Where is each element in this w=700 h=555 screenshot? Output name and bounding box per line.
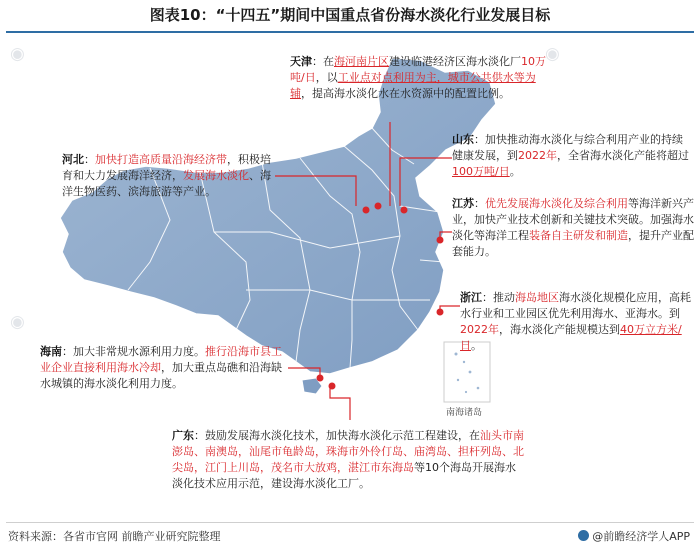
marker-hebei (363, 207, 370, 214)
marker-jiangsu (437, 237, 444, 244)
annotation-highlight: 汕头市南澎岛、南澳岛，汕尾市龟龄岛，珠海市外伶仃岛、庙湾岛、担杆列岛、北尖岛，江门上川岛，茂名市大放鸡，湛江市东海岛 (172, 429, 524, 474)
source-note: 资料来源：各省市官网 前瞻产业研究院整理 (8, 530, 221, 543)
chart-title: 图表10：“十四五”期间中国重点省份海水淡化行业发展目标 (149, 6, 551, 24)
annotation-text: ：在 (312, 55, 334, 68)
marker-tianjin (375, 203, 382, 210)
marker-shandong (401, 207, 408, 214)
south-sea-islands (455, 353, 480, 394)
annotation-text: ：推动 (482, 291, 515, 304)
annotation-shandong (452, 132, 690, 180)
annotation-text: ，提高海水淡化水在水资源中的配置比例。 (301, 87, 510, 100)
annotation-highlight: 装备自主研发和制造 (529, 229, 628, 242)
annotation-text: ： (474, 197, 485, 210)
annotation-zhejiang (460, 290, 692, 354)
annotation-highlight: 工业点对点利用为主，城市公共供水等为辅 (290, 71, 536, 100)
annotation-highlight: 40万立方米/日 (460, 323, 682, 352)
brand-credit (578, 528, 690, 544)
annotation-text: 等海洋新兴产业，加快产业技术创新和关键技术突破。加强海水淡化等海洋工程 (452, 197, 694, 242)
annotation-highlight: 10万吨/日 (290, 55, 546, 84)
annotation-highlight: 推行沿海市县工业企业直接利用海水冷却 (40, 345, 282, 374)
annotation-highlight: 100万吨/日 (452, 165, 510, 178)
province-name: 浙江 (460, 291, 482, 304)
annotation-highlight: 海河南片区 (334, 55, 389, 68)
watermark: ◉ (10, 312, 27, 332)
province-name: 广东 (172, 429, 194, 442)
annotation-hainan (40, 344, 286, 392)
annotation-hebei (62, 152, 276, 200)
annotation-highlight: 加快打造高质量沿海经济带 (95, 153, 227, 166)
province-name: 河北 (62, 153, 84, 166)
annotation-text: ，海水淡化产能规模达到 (499, 323, 620, 336)
china-mainland (60, 58, 496, 374)
annotation-text: ，以 (315, 71, 338, 84)
annotation-highlight: 发展海水淡化 (183, 169, 249, 182)
annotation-text: 建设临港经济区海水淡化厂 (389, 55, 521, 68)
annotation-text: ，积极培育和大力发展海洋经济， (62, 153, 271, 182)
footer-divider (6, 522, 694, 523)
province-name: 江苏 (452, 197, 474, 210)
marker-guangdong (329, 383, 336, 390)
annotation-text: ： (84, 153, 95, 166)
marker-hainan (317, 375, 324, 382)
annotation-highlight: 海岛地区 (515, 291, 559, 304)
annotation-text: ，提升产业配套能力。 (452, 229, 694, 258)
annotation-highlight: 2022年 (518, 149, 557, 162)
annotation-text: 等10个海岛开展海水淡化技术应用示范，建设海水淡化工厂。 (172, 461, 516, 490)
annotation-text: ：鼓励发展海水淡化技术，加快海水淡化示范工程建设，在 (194, 429, 480, 442)
province-name: 天津 (290, 55, 312, 68)
annotation-text: ：加大非常规水源利用力度。 (62, 345, 205, 358)
annotation-guangdong (172, 428, 524, 492)
watermark: ◉ (10, 44, 27, 64)
brand-text: @前瞻经济学人APP (592, 530, 690, 543)
brand-logo-icon (578, 530, 589, 541)
province-name: 山东 (452, 133, 474, 146)
south-sea-islands-label: 南海诸岛 (446, 408, 483, 418)
province-name: 海南 (40, 345, 62, 358)
annotation-highlight: 优先发展海水淡化及综合利用 (485, 197, 628, 210)
annotation-text: ：加快推动海水淡化与综合利用产业的持续健康发展，到 (452, 133, 683, 162)
annotation-text: ，加大重点岛礁和沿海缺水城镇的海水淡化利用力度。 (40, 361, 282, 390)
annotation-text: 海水淡化规模化应用，高耗水行业和工业园区优先利用海水、亚海水。到 (460, 291, 691, 320)
annotation-text: 。 (509, 165, 521, 178)
annotation-text: 、海洋生物医药、滨海旅游等产业。 (62, 169, 271, 198)
marker-zhejiang (437, 309, 444, 316)
annotation-text: 。 (471, 339, 482, 352)
annotation-jiangsu (452, 196, 694, 260)
annotation-text: ，全省海水淡化产能将超过 (557, 149, 689, 162)
annotation-tianjin (290, 54, 546, 102)
annotation-highlight: 2022年 (460, 323, 499, 336)
watermark: ◉ (545, 44, 562, 64)
